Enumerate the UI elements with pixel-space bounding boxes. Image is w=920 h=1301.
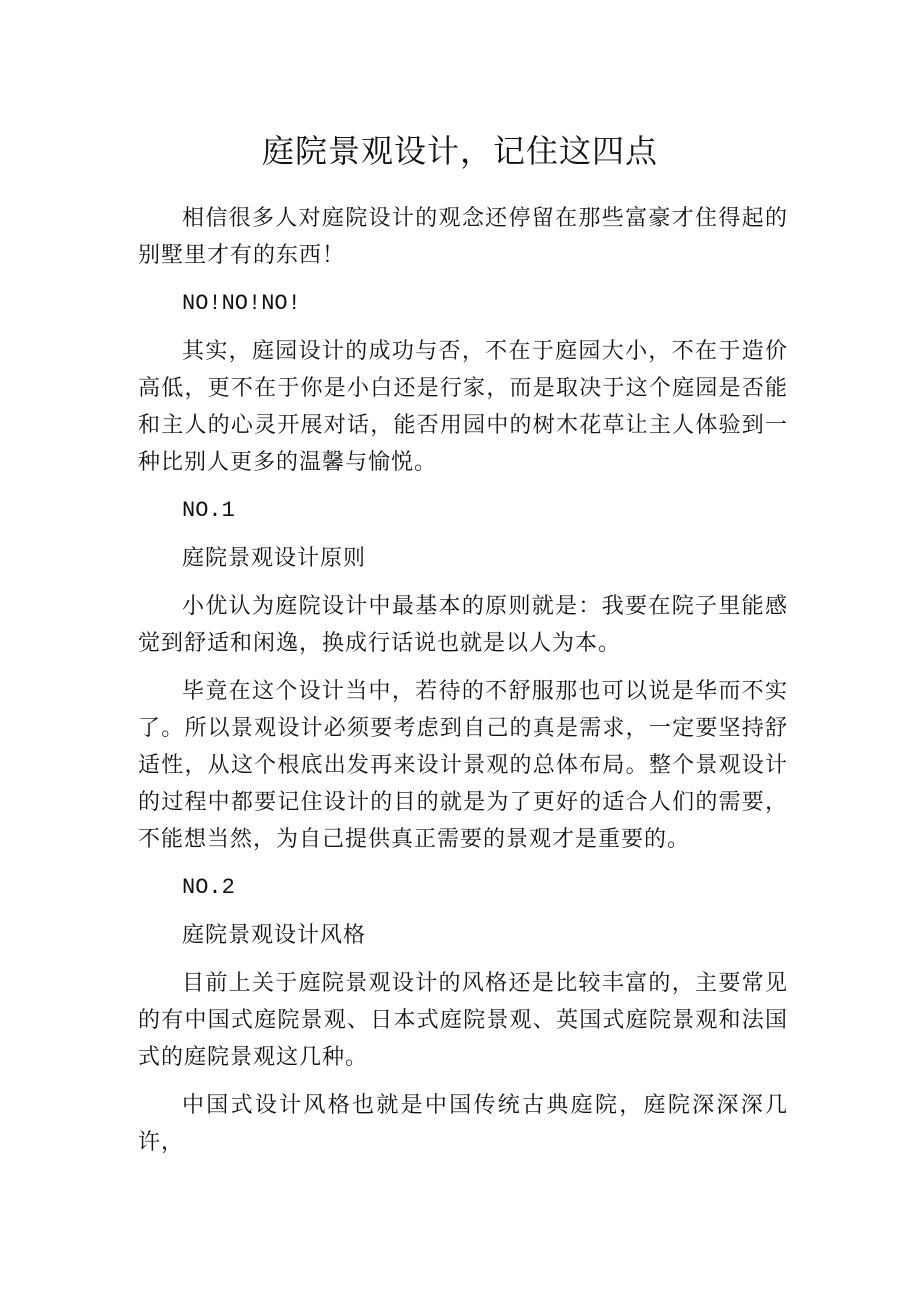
section1-paragraph-2: 毕竟在这个设计当中，若待的不舒服那也可以说是华而不实了。所以景观设计必须要考虑到自己的真是需求，一定要坚持舒适性，从这个根底出发再来设计景观的总体布局。整个景观设计的过程中都要记住设计的目的就是为了更好的适合人们的需要，不能想当然，为自己提供真正需要的景观才是重要的。 [138, 679, 788, 852]
section2-paragraph-1: 目前上关于庭院景观设计的风格还是比较丰富的，主要常见的有中国式庭院景观、日本式庭院景观、英国式庭院景观和法国式的庭院景观这几种。 [138, 971, 788, 1070]
section2-number: NO.2 [182, 875, 235, 900]
main-paragraph: 其实，庭园设计的成功与否，不在于庭园大小，不在于造价高低，更不在于你是小白还是行家，而是取决于这个庭园是否能和主人的心灵开展对话，能否用园中的树木花草让主人体验到一种比别人更多的温馨与愉悦。 [138, 339, 788, 475]
exclaim-line: NO!NO!NO! [182, 291, 301, 316]
section2-paragraph-2: 中国式设计风格也就是中国传统古典庭院，庭院深深深几许， [138, 1093, 788, 1155]
document-title: 庭院景观设计，记住这四点 [261, 132, 658, 170]
intro-paragraph: 相信很多人对庭院设计的观念还停留在那些富豪才住得起的别墅里才有的东西！ [138, 206, 788, 268]
section1-heading: 庭院景观设计原则 [182, 546, 367, 571]
document-body [138, 200, 788, 1172]
section1-number: NO.1 [182, 498, 235, 523]
section2-heading: 庭院景观设计风格 [182, 923, 367, 948]
section1-paragraph-1: 小优认为庭院设计中最基本的原则就是：我要在院子里能感觉到舒适和闲逸，换成行话说也就是以人为本。 [138, 594, 788, 656]
